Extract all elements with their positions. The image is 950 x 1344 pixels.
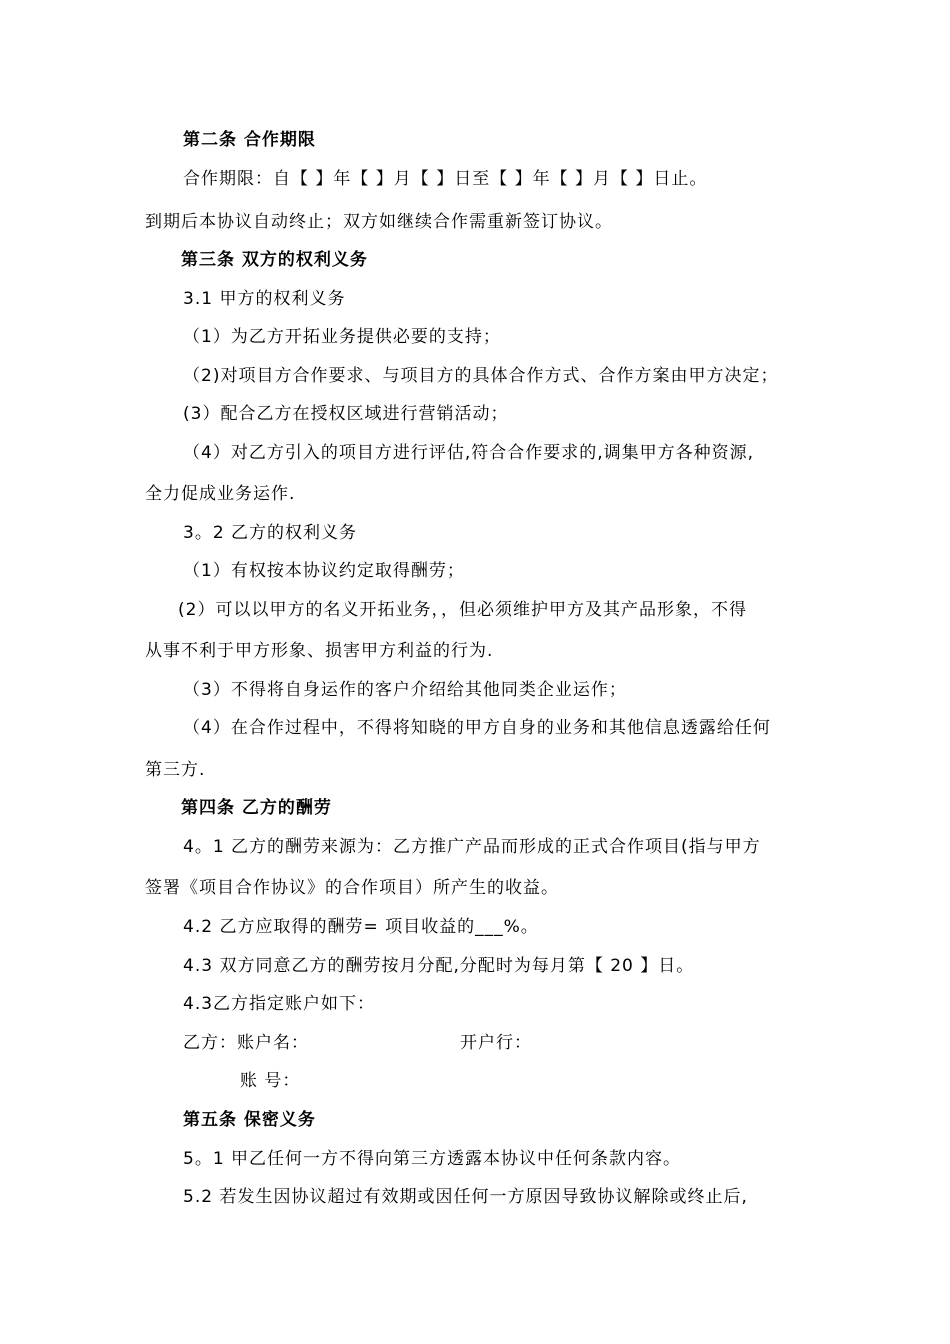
section-2-heading: 第二条 合作期限: [183, 130, 316, 150]
confidentiality-item-2: 5.2 若发生因协议超过有效期或因任何一方原因导致协议解除或终止后,: [183, 1187, 748, 1207]
section-3-heading: 第三条 双方的权利义务: [181, 250, 368, 270]
party-b-item-3: （3）不得将自身运作的客户介绍给其他同类企业运作；: [183, 680, 627, 700]
party-a-item-4-continued: 全力促成业务运作.: [145, 484, 296, 504]
account-name-label: 乙方：账户名：: [183, 1033, 309, 1053]
remuneration-item-1-continued: 签署《项目合作协议》的合作项目）所产生的收益。: [145, 878, 559, 898]
auto-termination-line: 到期后本协议自动终止；双方如继续合作需重新签订协议。: [145, 212, 613, 232]
remuneration-item-2: 4.2 乙方应取得的酬劳= 项目收益的___%。: [183, 917, 539, 937]
party-a-rights-title: 3.1 甲方的权利义务: [183, 289, 346, 309]
account-number-label: 账 号：: [240, 1071, 301, 1091]
party-a-item-3: (3）配合乙方在授权区域进行营销活动；: [183, 404, 509, 424]
section-4-heading: 第四条 乙方的酬劳: [181, 798, 332, 818]
section-5-heading: 第五条 保密义务: [183, 1110, 316, 1130]
party-a-item-2: （2)对项目方合作要求、与项目方的具体合作方式、合作方案由甲方决定；: [183, 366, 779, 386]
party-b-item-1: （1）有权按本协议约定取得酬劳；: [183, 561, 465, 581]
party-b-item-2-continued: 从事不利于甲方形象、损害甲方利益的行为.: [145, 641, 494, 661]
cooperation-period-line: 合作期限：自【 】年【 】月【 】日至【 】年【 】月【 】日止。: [183, 169, 708, 189]
party-b-rights-title: 3。2 乙方的权利义务: [183, 523, 358, 543]
remuneration-item-1: 4。1 乙方的酬劳来源为：乙方推广产品而形成的正式合作项目(指与甲方: [183, 837, 761, 857]
confidentiality-item-1: 5。1 甲乙任何一方不得向第三方透露本协议中任何条款内容。: [183, 1149, 682, 1169]
remuneration-item-4: 4.3乙方指定账户如下：: [183, 994, 376, 1014]
party-b-item-2: (2）可以以甲方的名义开拓业务，，但必须维护甲方及其产品形象，不得: [178, 600, 747, 620]
bank-label: 开户行：: [460, 1033, 532, 1053]
party-b-item-4: （4）在合作过程中，不得将知晓的甲方自身的业务和其他信息透露给任何: [183, 718, 771, 738]
remuneration-item-3: 4.3 双方同意乙方的酬劳按月分配,分配时为每月第【 20 】日。: [183, 956, 695, 976]
party-b-item-4-continued: 第三方.: [145, 760, 206, 780]
party-a-item-4: （4）对乙方引入的项目方进行评估,符合合作要求的,调集甲方各种资源,: [183, 443, 755, 463]
party-a-item-1: （1）为乙方开拓业务提供必要的支持；: [183, 327, 501, 347]
